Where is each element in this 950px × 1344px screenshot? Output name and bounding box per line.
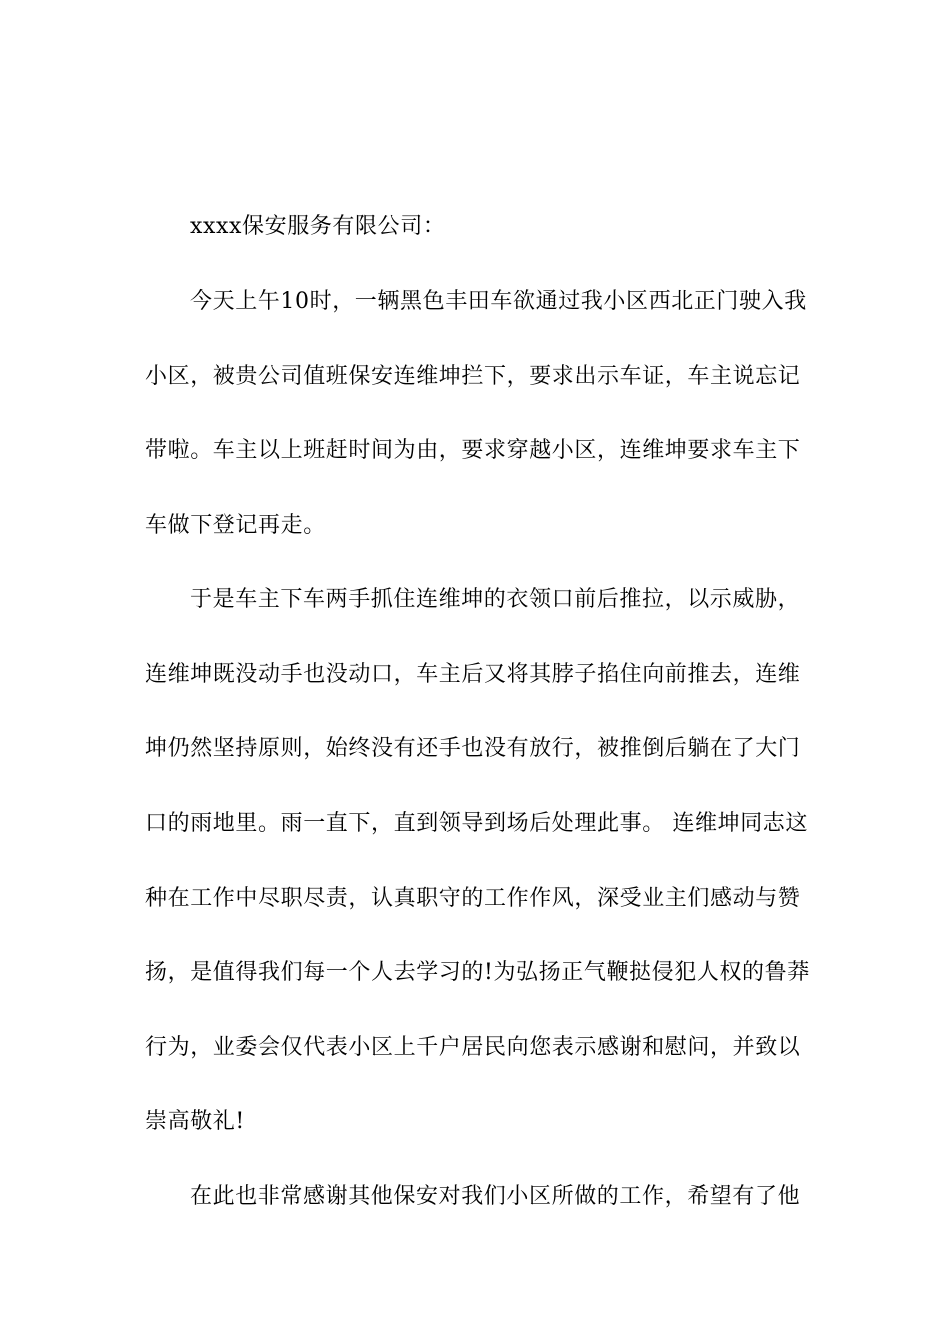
- paragraph-2-line-3: 坤仍然坚持原则，始终没有还手也没有放行，被推倒后躺在了大门: [145, 736, 801, 761]
- paragraph-1-line-4: 车做下登记再走。: [145, 513, 326, 538]
- paragraph-3-line-1: 在此也非常感谢其他保安对我们小区所做的工作，希望有了他: [190, 1184, 801, 1209]
- salutation-line: xxxx保安服务有限公司：: [190, 214, 446, 239]
- paragraph-2-line-1: 于是车主下车两手抓住连维坤的衣领口前后推拉，以示威胁，: [190, 587, 801, 612]
- paragraph-2-line-7: 行为，业委会仅代表小区上千户居民向您表示感谢和慰问，并致以: [145, 1035, 801, 1060]
- paragraph-1-line-3: 带啦。车主以上班赶时间为由，要求穿越小区，连维坤要求车主下: [145, 438, 801, 463]
- paragraph-1-line-1: 今天上午10时，一辆黑色丰田车欲通过我小区西北正门驶入我: [190, 289, 807, 314]
- paragraph-2-line-2: 连维坤既没动手也没动口，车主后又将其脖子掐住向前推去，连维: [145, 662, 801, 687]
- paragraph-2-line-5: 种在工作中尽职尽责，认真职守的工作作风，深受业主们感动与赞: [145, 886, 801, 911]
- paragraph-2-line-6: 扬，是值得我们每一个人去学习的!为弘扬正气鞭挞侵犯人权的鲁莽: [145, 960, 810, 985]
- paragraph-2-line-4: 口的雨地里。雨一直下，直到领导到场后处理此事。 连维坤同志这: [145, 811, 808, 836]
- paragraph-1-line-2: 小区，被贵公司值班保安连维坤拦下，要求出示车证，车主说忘记: [145, 364, 801, 389]
- paragraph-2-line-8: 崇高敬礼!: [145, 1109, 245, 1134]
